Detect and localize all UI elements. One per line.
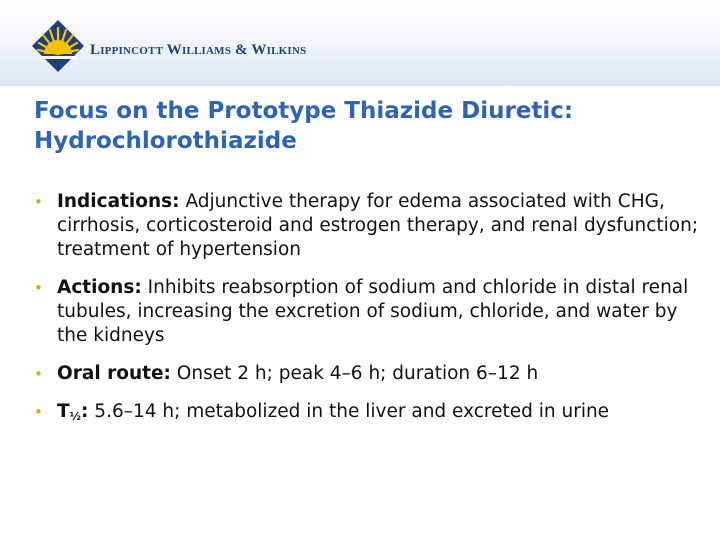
bullet-indications [34,190,699,262]
slide-title: Focus on the Prototype Thiazide Diuretic: Hydrochlorothiazide [34,98,574,154]
publisher-logo-text: Lippincott Williams & Wilkins [90,42,307,58]
bullet-dot-icon: • [34,403,43,421]
bullet-label: T [57,401,70,422]
bullet-label-colon: : [81,401,89,422]
bullet-list [34,190,699,443]
bullet-text: Adjunctive therapy for edema associated with CHG, cirrhosis, corticosteroid and estrogen therapy, and renal dysfunction; treatment of hypertension [57,191,699,260]
bullet-dot-icon: • [34,193,43,211]
bullet-oral-route [34,362,699,386]
bullet-text: Inhibits reabsorption of sodium and chloride in distal renal tubules, increasing the excretion of sodium, chloride, and water by the kidneys [57,277,689,346]
bullet-label: Indications: [57,191,180,212]
half-life-subscript: ½ [69,410,82,423]
bullet-label: Oral route: [57,363,171,384]
bullet-dot-icon: • [34,279,43,297]
bullet-text: Onset 2 h; peak 4–6 h; duration 6–12 h [170,363,539,384]
header-band [0,0,720,86]
bullet-dot-icon: • [34,365,43,383]
sunburst-logo-icon [30,18,86,74]
bullet-label: Actions: [57,277,142,298]
bullet-text: 5.6–14 h; metabolized in the liver and excreted in urine [88,401,610,422]
bullet-actions [34,276,699,348]
bullet-half-life [34,400,699,429]
